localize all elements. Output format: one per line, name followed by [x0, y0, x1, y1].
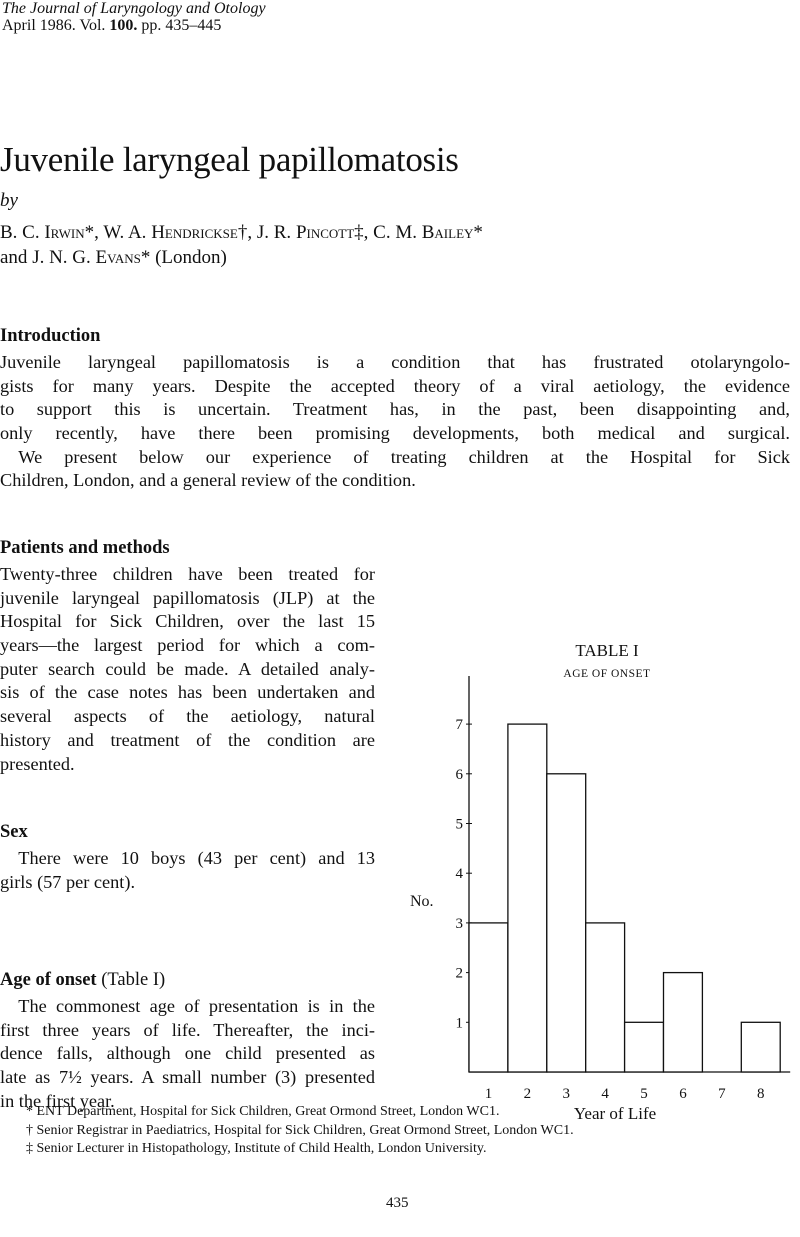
author-mark: *, [84, 222, 104, 243]
text-line: dence falls, although one child presented as [0, 1043, 375, 1064]
by-label: by [0, 190, 18, 211]
volume: 100. [109, 17, 138, 34]
author-surname: Irwin [44, 222, 85, 243]
y-tick-label: 3 [455, 915, 463, 932]
author-surname: Evans [95, 247, 141, 268]
bar-1 [469, 923, 508, 1072]
text-line: Hospital for Sick Children, over the last 15 [0, 611, 375, 632]
footnote-3: ‡ Senior Lecturer in Histopathology, Institute of Child Health, London University. [26, 1141, 487, 1156]
text-line: Juvenile laryngeal papillomatosis is a condition that has frustrated otolaryngolo- [0, 352, 790, 372]
author-surname: Hendrickse [151, 222, 238, 243]
x-tick-label: 2 [523, 1086, 532, 1102]
author-initials: J. N. G. [32, 247, 96, 268]
bar-2 [508, 724, 547, 1072]
sex-body [0, 847, 375, 894]
y-tick-label: 1 [455, 1015, 463, 1032]
y-tick-label: 2 [455, 965, 463, 982]
chart-title: TABLE I [575, 641, 639, 660]
footnote-1: * ENT Department, Hospital for Sick Children, Great Ormond Street, London WC1. [26, 1104, 500, 1119]
authors-line-2 [0, 245, 483, 270]
text-line: presented. [0, 753, 75, 774]
text-line: Twenty-three children have been treated for [0, 564, 375, 584]
text-line: years—the largest period for which a com- [0, 635, 375, 656]
author-mark: * (London) [140, 247, 227, 268]
bar-5 [625, 1022, 664, 1072]
y-axis-label: No. [410, 893, 434, 910]
section-age [0, 970, 375, 1113]
author-mark: †, [237, 222, 257, 243]
y-tick-label: 5 [455, 816, 463, 833]
article-title: Juvenile laryngeal papillomatosis [0, 140, 459, 179]
introduction-body [0, 351, 790, 493]
x-tick-label: 7 [718, 1086, 726, 1102]
heading-sex: Sex [0, 822, 28, 842]
bar-3 [547, 774, 586, 1072]
x-tick-label: 3 [562, 1086, 570, 1102]
section-patients [0, 538, 375, 776]
page-number: 435 [386, 1195, 409, 1211]
text-line: several aspects of the aetiology, natural [0, 706, 375, 727]
pages: pp. 435–445 [137, 17, 222, 34]
bar-4 [586, 923, 625, 1072]
author-initials: C. M. [373, 222, 422, 243]
authors-line-1 [0, 220, 483, 245]
heading-age-suffix: (Table I) [96, 970, 166, 990]
x-tick-label: 4 [601, 1086, 609, 1102]
text-line: puter search could be made. A detailed analy- [0, 658, 375, 679]
footnote-2: † Senior Registrar in Paediatrics, Hospital for Sick Children, Great Ormond Street, London WC1. [26, 1122, 574, 1138]
chart-subtitle: AGE OF ONSET [563, 668, 651, 680]
section-introduction [0, 326, 790, 493]
text-line: sis of the case notes has been undertaken and [0, 682, 375, 703]
author-mark: ‡, [354, 222, 374, 243]
text-line: The commonest age of presentation is in the [0, 996, 375, 1016]
authors [0, 220, 483, 270]
text-line: Children, London, and a general review of the condition. [0, 470, 416, 491]
text-line: first three years of life. Thereafter, the inci- [0, 1019, 375, 1040]
text-line: girls (57 per cent). [0, 871, 136, 892]
heading-age [0, 970, 375, 991]
author-mark: * [473, 222, 483, 243]
text-line: juvenile laryngeal papillomatosis (JLP) at the [0, 587, 375, 608]
x-axis-label: Year of Life [573, 1104, 657, 1123]
x-tick-label: 6 [679, 1086, 687, 1102]
y-tick-label: 7 [455, 717, 463, 734]
heading-patients: Patients and methods [0, 538, 170, 558]
x-tick-label: 5 [640, 1086, 648, 1102]
issue-info [2, 17, 221, 35]
issue-prefix: April 1986. Vol. [2, 17, 110, 34]
author-initials: B. C. [0, 222, 45, 243]
bar-8 [741, 1022, 780, 1072]
author-initials: J. R. [256, 222, 296, 243]
y-tick-label: 6 [455, 766, 463, 783]
section-sex [0, 822, 375, 894]
journal-name: The Journal of Laryngology and Otology [2, 0, 266, 17]
text-line: There were 10 boys (43 per cent) and 13 [0, 848, 375, 868]
age-body [0, 995, 375, 1113]
bar-6 [664, 973, 703, 1072]
footnotes [26, 1103, 574, 1159]
author-surname: Pincott [295, 222, 355, 243]
x-tick-label: 8 [757, 1086, 765, 1102]
heading-introduction: Introduction [0, 326, 101, 346]
text-line: history and treatment of the condition are [0, 729, 375, 750]
and-label: and [0, 247, 33, 268]
y-tick-label: 4 [455, 866, 463, 883]
author-initials: W. A. [103, 222, 152, 243]
author-surname: Bailey [421, 222, 474, 243]
text-line: only recently, have there been promising developments, both medical and surgical. [0, 423, 790, 444]
text-line: We present below our experience of treating children at the Hospital for Sick [0, 446, 790, 467]
age-of-onset-chart [390, 610, 800, 1130]
text-line: in the first year. [0, 1090, 115, 1111]
text-line: gists for many years. Despite the accepted theory of a viral aetiology, the evidence [0, 375, 790, 396]
x-tick-label: 1 [484, 1086, 493, 1102]
patients-body [0, 563, 375, 776]
text-line: late as 7½ years. A small number (3) presented [0, 1067, 375, 1088]
text-line: to support this is uncertain. Treatment has, in the past, been disappointing and, [0, 399, 790, 420]
heading-age-text: Age of onset [0, 970, 97, 990]
